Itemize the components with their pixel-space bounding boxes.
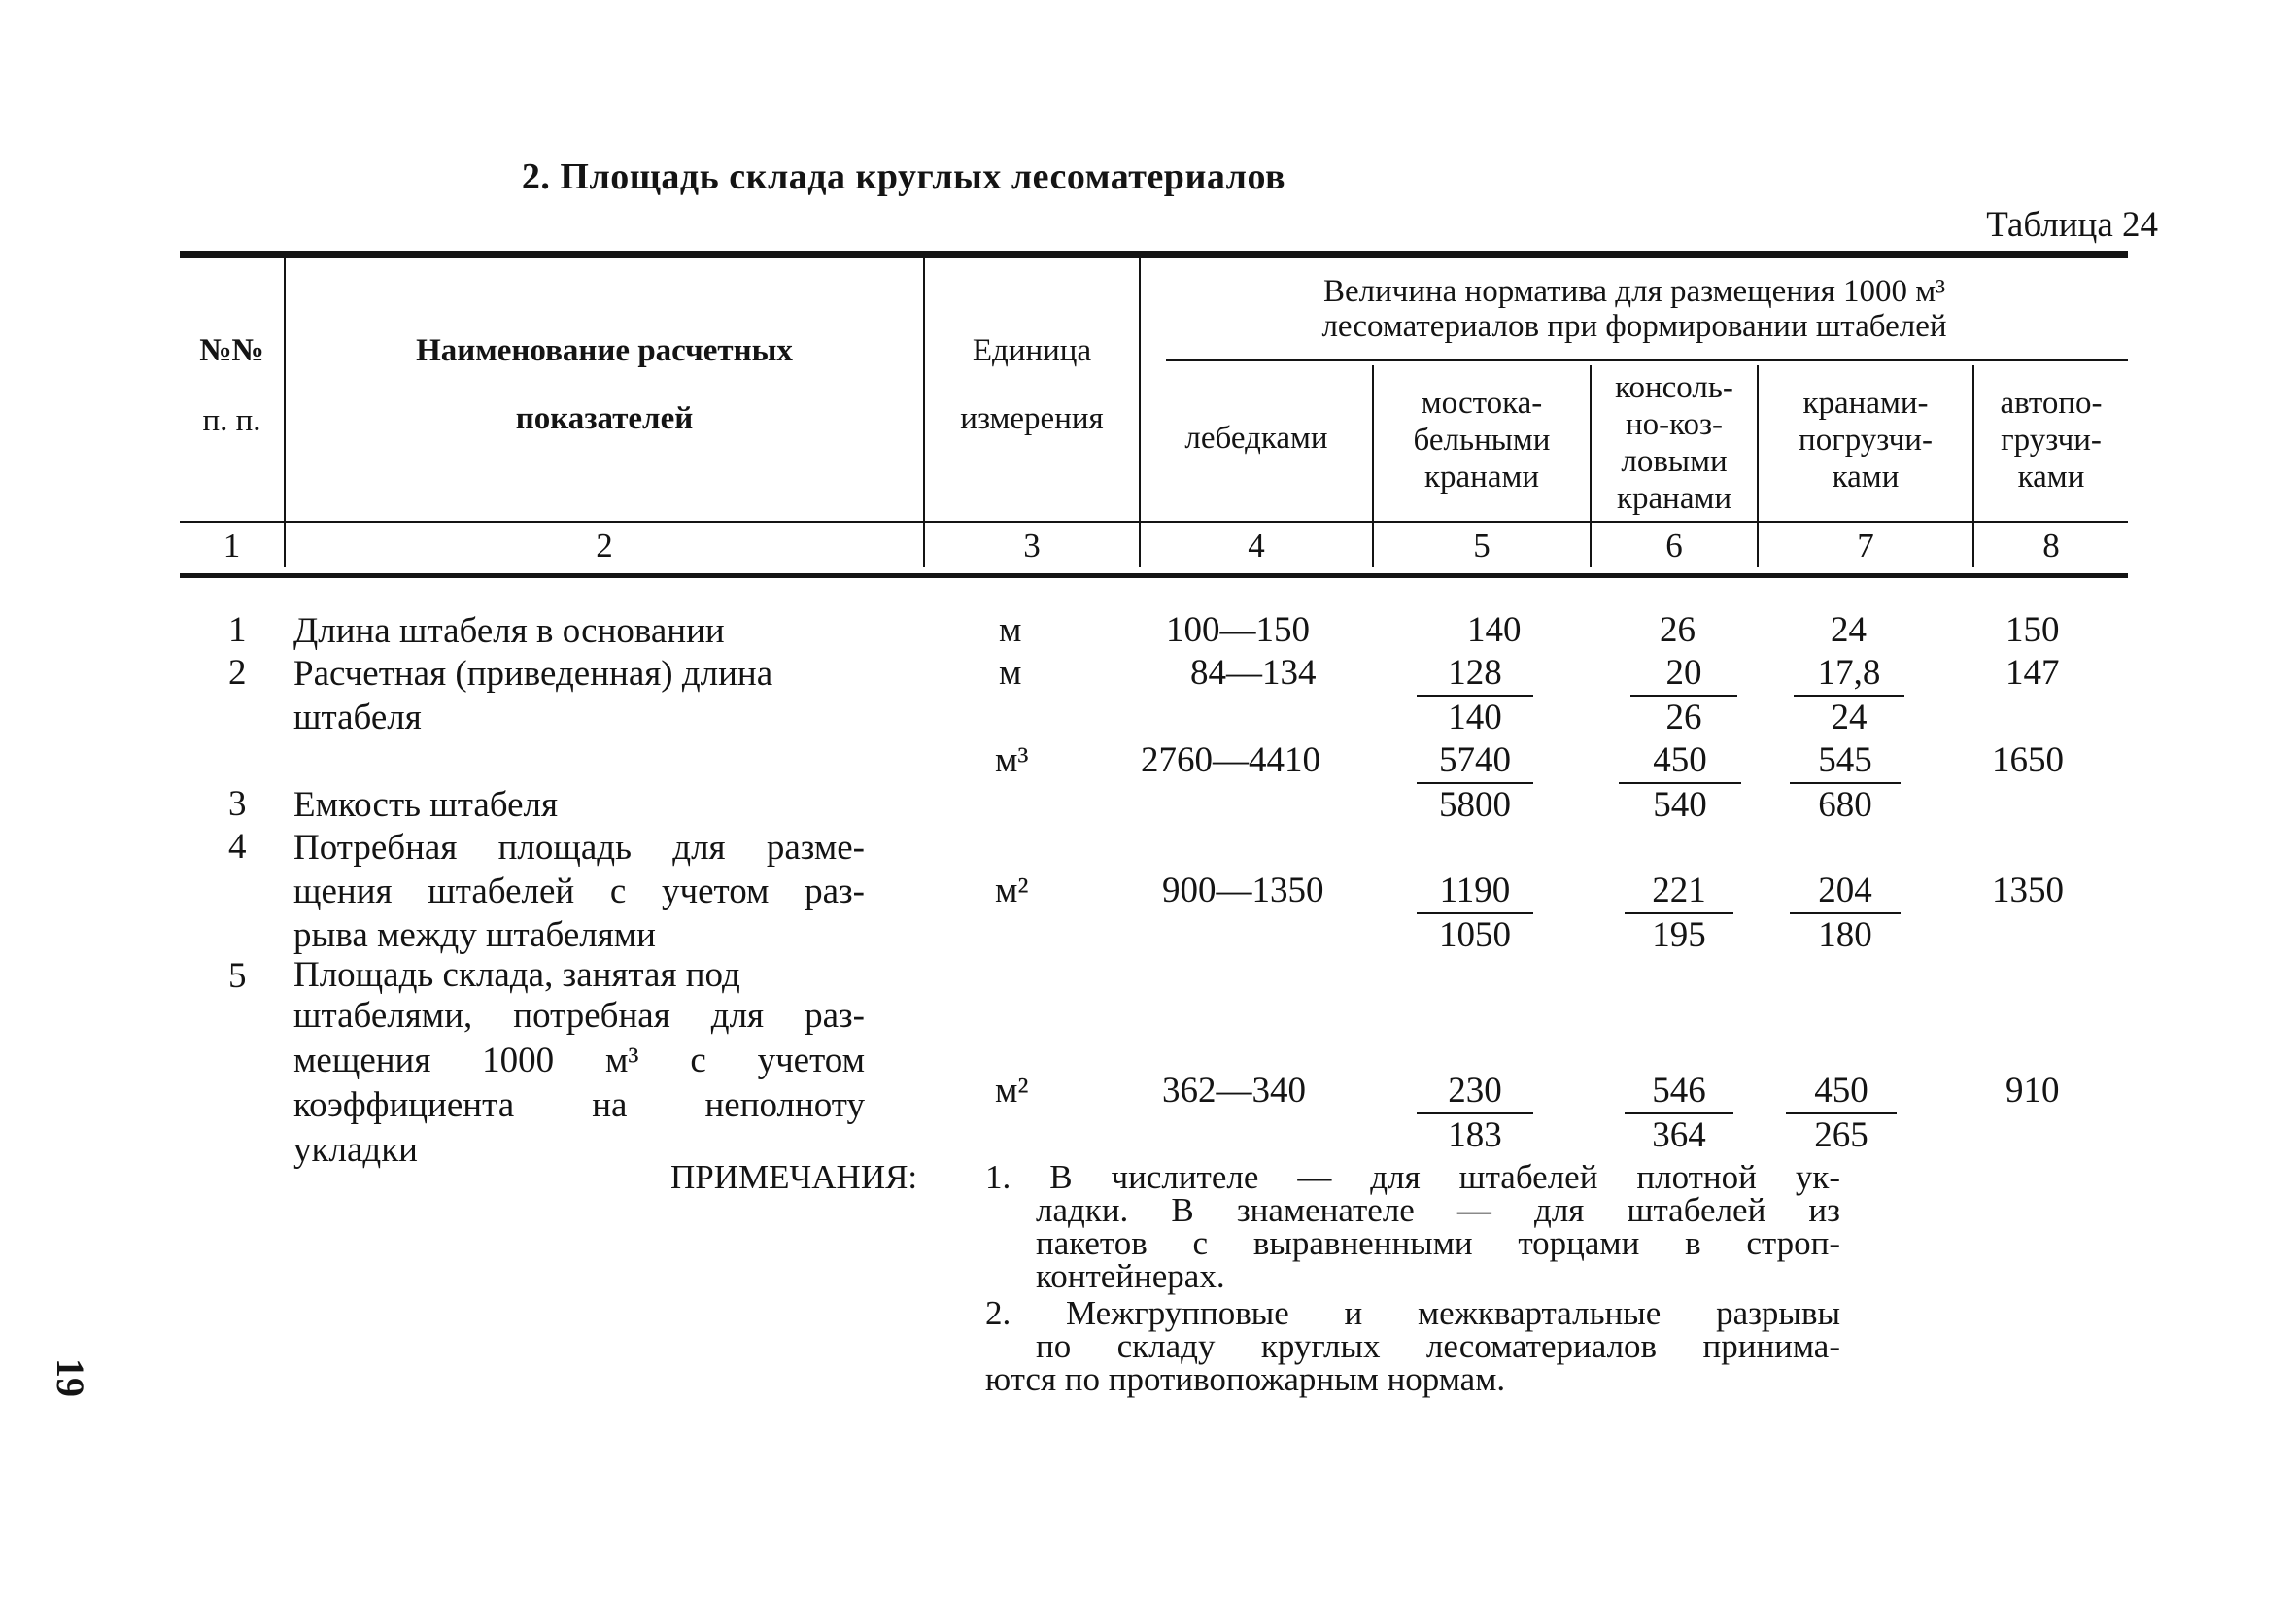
row-label-line: Потребная площадь для разме- [293,828,865,868]
fraction-denominator: 180 [1818,915,1872,955]
row-number: 1 [228,610,247,650]
row-fraction-col5 [1417,870,1533,957]
fraction-denominator: 364 [1652,1115,1706,1155]
row-label-line: щения штабелей с учетом раз- [293,871,865,911]
row-value-col4: 100—150 [1166,610,1310,650]
header-group [1141,274,2128,344]
row-value-col4: 900—1350 [1162,871,1324,910]
header-col7: кранами- погрузчи- ками [1799,386,1933,495]
header-unit-line2: измерения [960,401,1104,436]
row-value-col8: 1350 [1992,871,2064,910]
column-number: 4 [1248,527,1265,564]
page-title: 2. Площадь склада круглых лесоматериалов [521,156,1286,197]
note-line: по складу круглых лесоматериалов принима- [1036,1327,1840,1365]
row-value-col6: 26 [1660,610,1696,650]
column-number: 6 [1665,527,1683,564]
fraction-denominator: 195 [1652,915,1706,955]
header-num-line1: №№ [199,333,264,368]
row-fraction-col7 [1790,739,1901,827]
column-number: 8 [2042,527,2060,564]
row-label [293,652,852,739]
note-line: контейнерах. [1036,1257,1225,1295]
header-bottom-rule [180,521,2128,523]
table-label: Таблица 24 [1986,205,2158,245]
row-value-col8: 147 [2005,653,2060,693]
row-unit: м² [995,1071,1029,1111]
fraction-denominator: 24 [1831,698,1868,737]
row-fraction-col6 [1630,652,1737,739]
row-fraction-col7 [1794,652,1904,739]
note-line: 2. Межгрупповые и межквартальные разрывы [985,1294,1840,1332]
row-number: 3 [228,784,247,824]
row-value-col4: 362—340 [1162,1071,1306,1111]
fraction-denominator: 140 [1448,698,1502,737]
note-line: пакетов с выравненными торцами в строп- [1036,1224,1840,1262]
row-unit: м² [995,871,1029,910]
row-label-line: Площадь склада, занятая под [293,955,740,995]
fraction-denominator: 1050 [1439,915,1511,955]
row-fraction-col6 [1625,1070,1733,1157]
fraction-numerator: 221 [1625,870,1733,914]
row-value-col5: 140 [1467,610,1522,650]
fraction-numerator: 545 [1790,739,1901,784]
header-group-line2: лесоматериалов при формировании штабелей [1321,309,1947,344]
row-fraction-col6 [1625,870,1733,957]
fraction-denominator: 680 [1818,785,1872,825]
row-label-line: Расчетная (приведенная) длина [293,654,773,694]
notes-heading: ПРИМЕЧАНИЯ: [670,1158,918,1196]
row-label-line: коэффициента на неполноту [293,1085,865,1125]
row-number: 4 [228,827,247,867]
fraction-denominator: 5800 [1439,785,1511,825]
fraction-numerator: 20 [1630,652,1737,697]
header-num [180,332,284,439]
header-unit [925,332,1139,437]
header-col8: автопо- грузчи- ками [2000,386,2103,495]
fraction-denominator: 26 [1665,698,1702,737]
header-col6: консоль- но-коз- ловыми кранами [1615,370,1733,516]
row-label-line: рыва между штабелями [293,915,656,955]
page-number: 19 [49,1358,92,1397]
fraction-numerator: 17,8 [1794,652,1904,697]
row-label-line: штабеля [293,698,422,737]
note-line: ладки. В знаменателе — для штабелей из [1036,1191,1840,1229]
row-unit: м [999,610,1022,650]
header-name [286,332,923,437]
fraction-numerator: 450 [1786,1070,1897,1114]
fraction-numerator: 5740 [1417,739,1533,784]
row-fraction-col5 [1417,1070,1533,1157]
row-number: 2 [228,653,247,693]
row-value-col8: 1650 [1992,740,2064,780]
row-fraction-col6 [1619,739,1741,827]
fraction-numerator: 230 [1417,1070,1533,1114]
header-num-line2: п. п. [202,403,261,438]
fraction-numerator: 546 [1625,1070,1733,1114]
row-value-col4: 84—134 [1190,653,1317,693]
row-fraction-col5 [1417,652,1533,739]
row-unit: м³ [995,740,1029,780]
fraction-denominator: 265 [1814,1115,1868,1155]
row-unit: м [999,653,1022,693]
column-number: 3 [1023,527,1041,564]
column-number: 1 [223,527,241,564]
group-underline [1166,359,2128,361]
column-number: 5 [1473,527,1491,564]
note-line: ются по противопожарным нормам. [985,1360,1506,1398]
header-col5: мостока- бельными кранами [1413,386,1551,495]
row-label [293,826,865,957]
row-fraction-col7 [1786,1070,1897,1157]
row-value-col4: 2760—4410 [1141,740,1320,780]
row-label: Длина штабеля в основании [293,611,725,651]
row-value-col8: 150 [2005,610,2060,650]
row-label [293,955,865,1171]
row-number: 5 [228,956,247,996]
row-label-line: штабелями, потребная для раз- [293,996,865,1036]
fraction-numerator: 204 [1790,870,1901,914]
column-number: 7 [1857,527,1874,564]
header-col4: лебедками [1184,421,1328,456]
header-unit-line1: Единица [972,333,1092,368]
row-fraction-col7 [1790,870,1901,957]
column-number: 2 [596,527,613,564]
note-line: 1. В числителе — для штабелей плотной ук- [985,1158,1840,1196]
fraction-numerator: 450 [1619,739,1741,784]
row-value-col8: 910 [2005,1071,2060,1111]
header-group-line1: Величина норматива для размещения 1000 м³ [1322,274,1946,309]
fraction-numerator: 1190 [1417,870,1533,914]
top-rule [180,251,2128,258]
fraction-denominator: 183 [1448,1115,1502,1155]
fraction-denominator: 540 [1653,785,1707,825]
row-label-line: мещения 1000 м³ с учетом [293,1041,865,1080]
fraction-numerator: 128 [1417,652,1533,697]
row-value-col7: 24 [1831,610,1867,650]
header-name-line2: показателей [515,401,694,436]
colnum-bottom-rule [180,573,2128,578]
row-fraction-col5 [1417,739,1533,827]
header-name-line1: Наименование расчетных [416,333,793,368]
row-label-line: укладки [293,1130,418,1170]
notes-body [985,1158,1840,1398]
row-label: Емкость штабеля [293,785,559,825]
